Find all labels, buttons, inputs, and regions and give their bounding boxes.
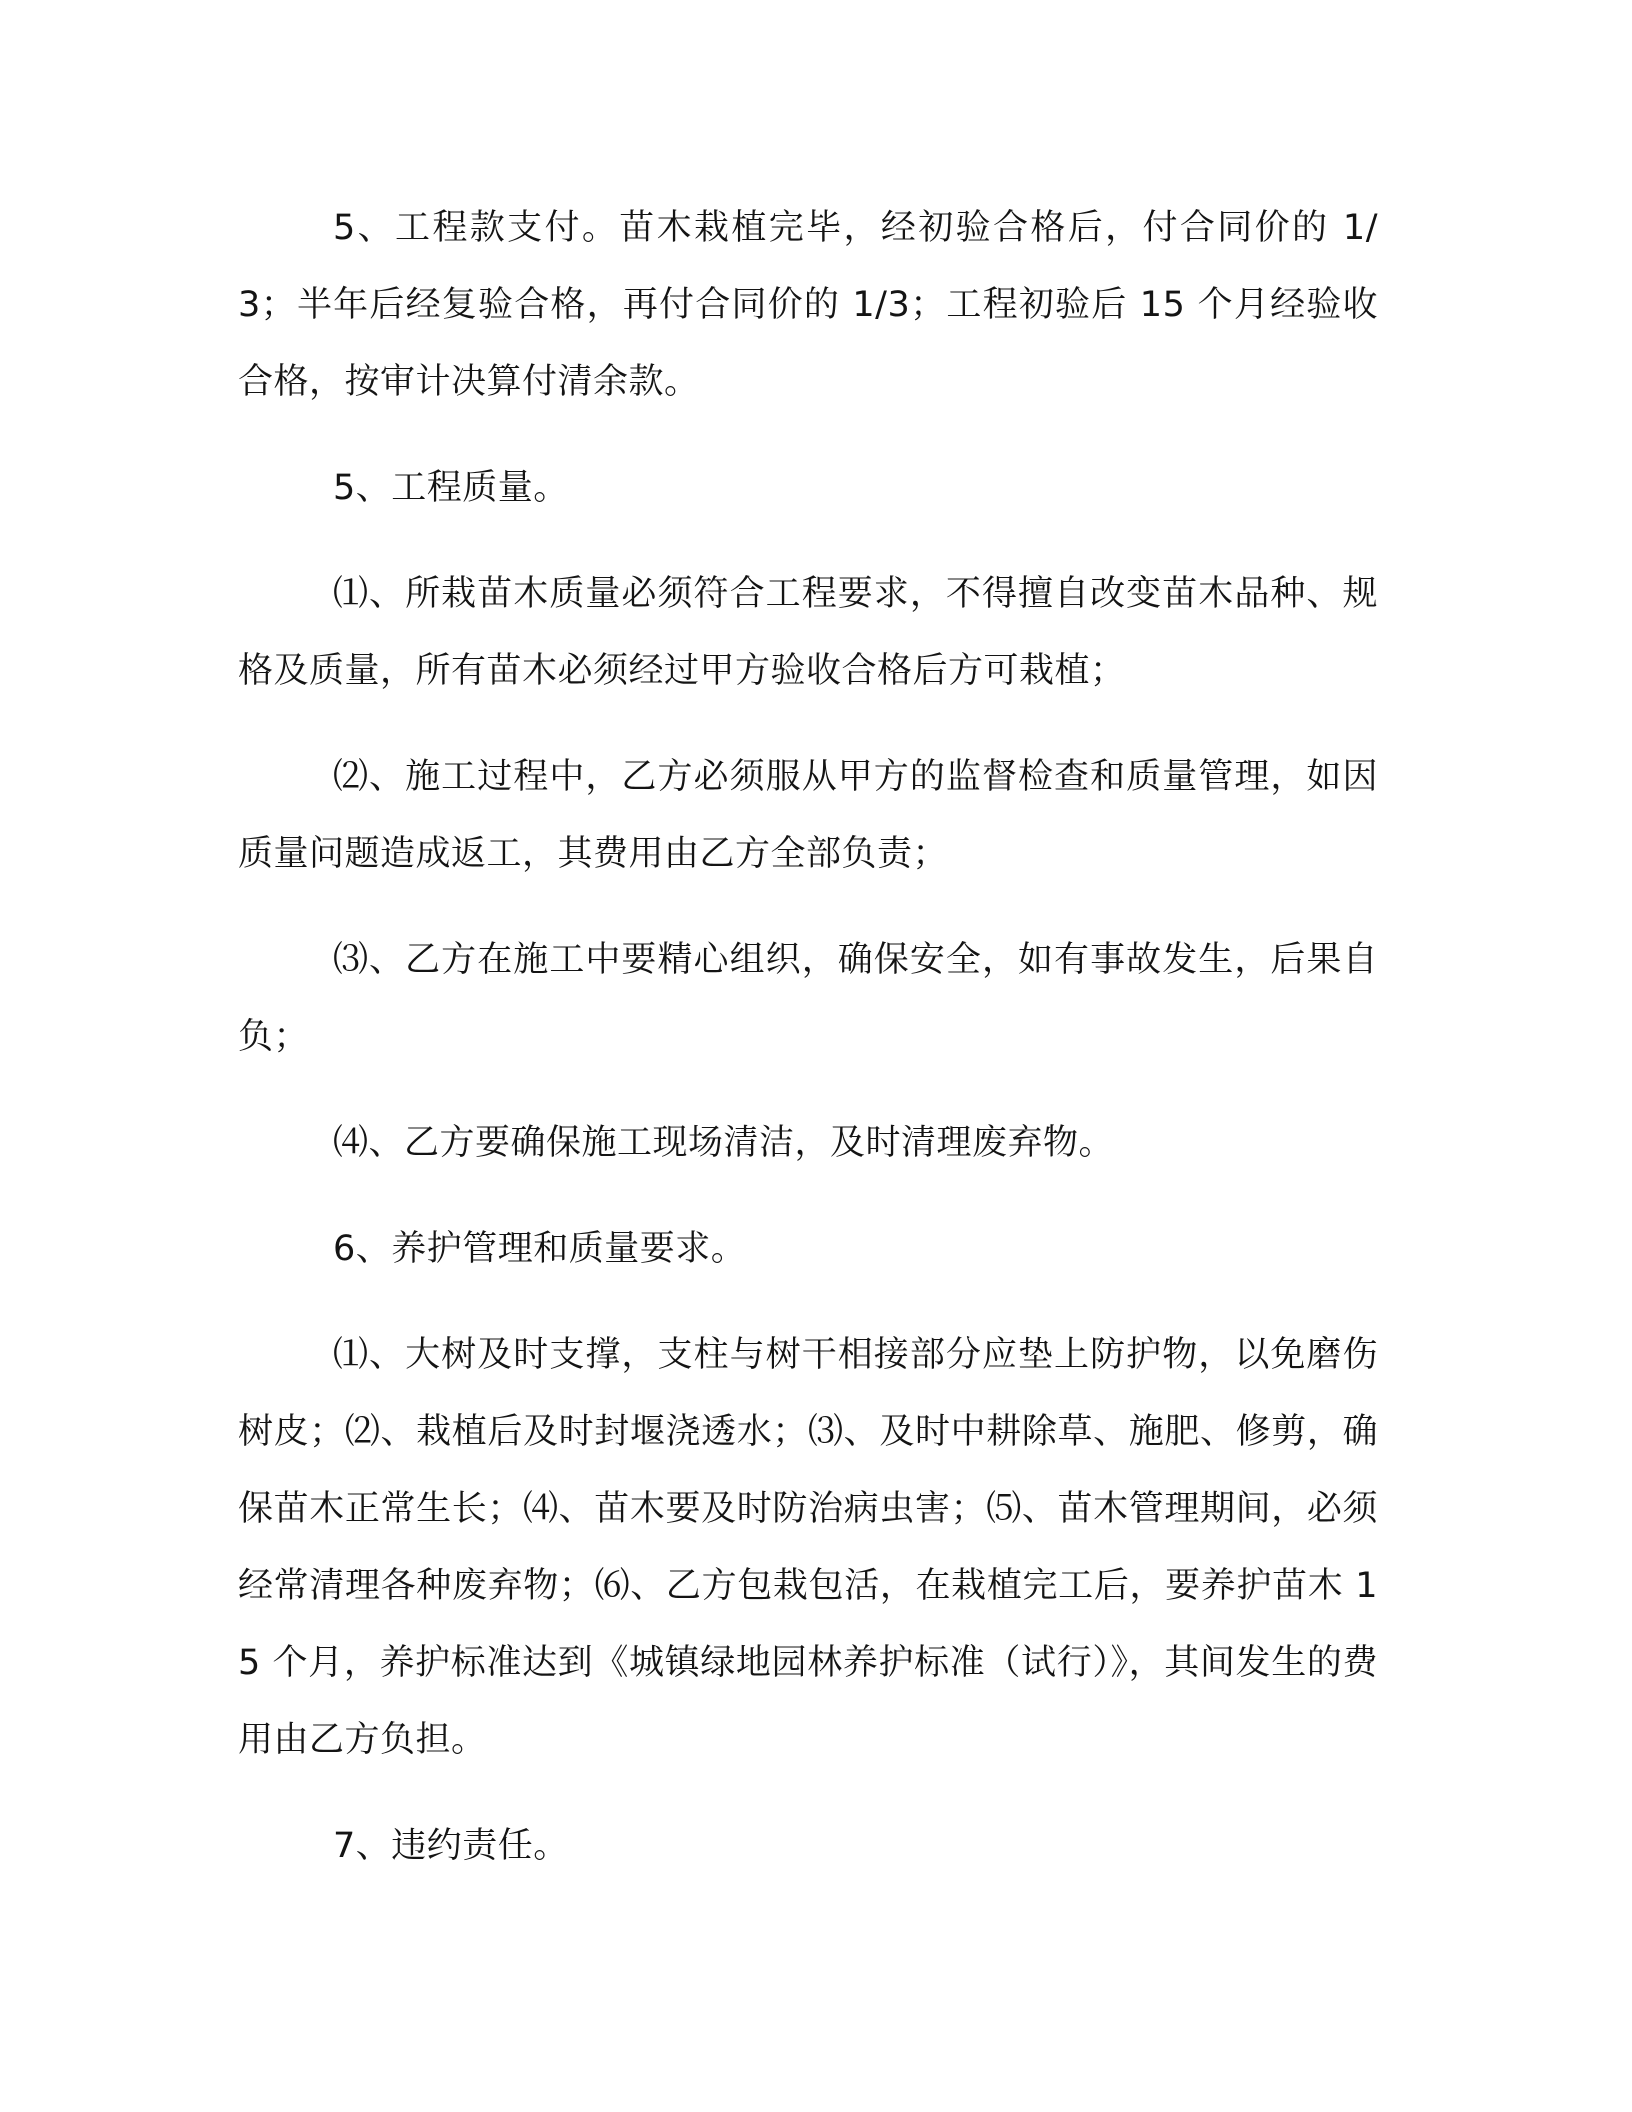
paragraph-quality-4: ⑷、乙方要确保施工现场清洁，及时清理废弃物。	[333, 1123, 1115, 1163]
heading-maintenance: 6、养护管理和质量要求。	[333, 1229, 747, 1269]
paragraph-payment: 5、工程款支付。苗木栽植完毕，经初验合格后，付合同价的 1/3；半年后经复验合格，再付合同价的 1/3；工程初验后 15 个月经验收合格，按审计决算付清余款。	[238, 208, 1378, 402]
heading-liability: 7、违约责任。	[333, 1826, 569, 1866]
paragraph-maintenance: ⑴、大树及时支撑，支柱与树干相接部分应垫上防护物，以免磨伤树皮；⑵、栽植后及时封堰浇透水；⑶、及时中耕除草、施肥、修剪，确保苗木正常生长；⑷、苗木要及时防治病虫害；⑸、苗木管理期间，必须经常清理各种废弃物；⑹、乙方包栽包活，在栽植完工后，要养护苗木 15 个月，养护标准达到《城镇绿地园林养护标准（试行）》，其间发生的费用由乙方负担。	[238, 1335, 1378, 1760]
document-body	[238, 190, 1378, 1914]
heading-quality: 5、工程质量。	[333, 468, 569, 508]
paragraph-quality-2: ⑵、施工过程中，乙方必须服从甲方的监督检查和质量管理，如因质量问题造成返工，其费用由乙方全部负责；	[238, 757, 1378, 874]
paragraph-quality-1: ⑴、所栽苗木质量必须符合工程要求，不得擅自改变苗木品种、规格及质量，所有苗木必须经过甲方验收合格后方可栽植；	[238, 574, 1378, 691]
paragraph-quality-3: ⑶、乙方在施工中要精心组织，确保安全，如有事故发生，后果自负；	[238, 940, 1378, 1057]
